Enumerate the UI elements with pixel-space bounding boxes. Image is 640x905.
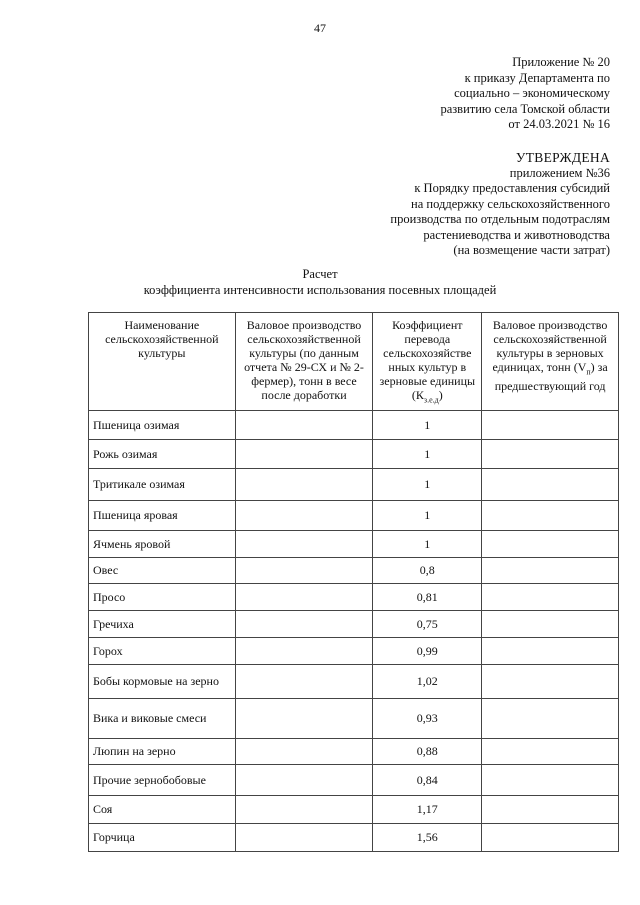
approved-title: УТВЕРЖДЕНА: [515, 150, 610, 165]
table-row: [89, 739, 619, 765]
crop-name-cell: Горчица: [89, 824, 236, 852]
gross-production-cell[interactable]: [235, 765, 373, 796]
gross-production-cell[interactable]: [235, 611, 373, 638]
coefficient-cell: 0,8: [373, 558, 482, 584]
crop-name-cell: Горох: [89, 638, 236, 665]
grain-units-cell[interactable]: [482, 558, 619, 584]
crop-name-cell: Тритикале озимая: [89, 469, 236, 501]
crop-name-cell: Ячмень яровой: [89, 531, 236, 558]
grain-units-cell[interactable]: [482, 796, 619, 824]
coefficient-cell: 0,75: [373, 611, 482, 638]
gross-production-cell[interactable]: [235, 440, 373, 469]
grain-units-cell[interactable]: [482, 469, 619, 501]
gross-production-cell[interactable]: [235, 824, 373, 852]
crop-name-cell: Пшеница яровая: [89, 501, 236, 531]
table-row: [89, 411, 619, 440]
crop-name-cell: Рожь озимая: [89, 440, 236, 469]
appendix-header: [440, 55, 610, 133]
gross-production-cell[interactable]: [235, 638, 373, 665]
gross-production-cell[interactable]: [235, 699, 373, 739]
gross-production-cell[interactable]: [235, 411, 373, 440]
coefficient-cell: 1,02: [373, 665, 482, 699]
gross-production-cell[interactable]: [235, 501, 373, 531]
coefficient-cell: 0,99: [373, 638, 482, 665]
approved-header: [390, 150, 610, 259]
gross-production-cell[interactable]: [235, 469, 373, 501]
gross-production-cell[interactable]: [235, 558, 373, 584]
table-row: [89, 440, 619, 469]
grain-units-cell[interactable]: [482, 440, 619, 469]
header-grain-subscript: п: [586, 367, 591, 377]
crop-name-cell: Прочие зернобобовые: [89, 765, 236, 796]
crop-name-cell: Вика и виковые смеси: [89, 699, 236, 739]
grain-units-cell[interactable]: [482, 611, 619, 638]
grain-units-cell[interactable]: [482, 411, 619, 440]
coefficient-cell: 1,17: [373, 796, 482, 824]
header-grain-text: Валовое производство сельскохозяйственной культуры в зерновых единицах, тонн (V: [492, 318, 608, 374]
coefficient-cell: 0,84: [373, 765, 482, 796]
table-row: [89, 584, 619, 611]
grain-units-cell[interactable]: [482, 739, 619, 765]
appendix-line: развитию села Томской области: [440, 101, 610, 116]
grain-units-cell[interactable]: [482, 531, 619, 558]
crop-name-cell: Бобы кормовые на зерно: [89, 665, 236, 699]
gross-production-cell[interactable]: [235, 584, 373, 611]
coefficient-cell: 1: [373, 469, 482, 501]
grain-units-cell[interactable]: [482, 665, 619, 699]
gross-production-cell[interactable]: [235, 665, 373, 699]
coefficient-cell: 0,93: [373, 699, 482, 739]
table-body: [89, 411, 619, 852]
coefficient-cell: 1: [373, 531, 482, 558]
header-coefficient: [373, 313, 482, 411]
appendix-line: к приказу Департамента по: [464, 70, 610, 85]
appendix-line: социально – экономическому: [454, 86, 610, 100]
gross-production-cell[interactable]: [235, 796, 373, 824]
crop-name-cell: Люпин на зерно: [89, 739, 236, 765]
coefficient-cell: 1: [373, 501, 482, 531]
coefficient-cell: 1,56: [373, 824, 482, 852]
appendix-line: от 24.03.2021 № 16: [508, 117, 610, 131]
coefficient-cell: 1: [373, 411, 482, 440]
crop-name-cell: Гречиха: [89, 611, 236, 638]
table-row: [89, 611, 619, 638]
crop-name-cell: Соя: [89, 796, 236, 824]
appendix-line: Приложение № 20: [512, 55, 610, 69]
table-row: [89, 665, 619, 699]
table-row: [89, 824, 619, 852]
table-row: [89, 469, 619, 501]
crop-name-cell: Просо: [89, 584, 236, 611]
table-row: [89, 531, 619, 558]
table-row: [89, 501, 619, 531]
grain-units-cell[interactable]: [482, 824, 619, 852]
approved-line: производства по отдельным подотраслям: [390, 212, 610, 226]
header-gross-production: Валовое производство сельскохозяйственной культуры (по данным отчета № 29-СХ и № 2-фермер), тонн в весе после доработки: [235, 313, 373, 411]
grain-units-cell[interactable]: [482, 501, 619, 531]
header-grain-units: [482, 313, 619, 411]
document-title-line: коэффициента интенсивности использования посевных площадей: [143, 282, 497, 297]
grain-units-cell[interactable]: [482, 638, 619, 665]
document-title-line: Расчет: [302, 267, 338, 281]
coefficient-cell: 1: [373, 440, 482, 469]
table-row: [89, 796, 619, 824]
coefficient-cell: 0,88: [373, 739, 482, 765]
header-crop-name: Наименование сельскохозяйственной культуры: [89, 313, 236, 411]
gross-production-cell[interactable]: [235, 531, 373, 558]
crop-coefficient-table: [88, 312, 619, 852]
approved-line: (на возмещение части затрат): [453, 243, 610, 257]
approved-line: приложением №36: [509, 165, 610, 180]
document-title: [0, 267, 640, 298]
crop-name-cell: Овес: [89, 558, 236, 584]
grain-units-cell[interactable]: [482, 699, 619, 739]
approved-line: растениеводства и животноводства: [423, 227, 610, 242]
header-grain-close: ) за предшествующий год: [494, 360, 608, 394]
gross-production-cell[interactable]: [235, 739, 373, 765]
table-row: [89, 638, 619, 665]
crop-name-cell: Пшеница озимая: [89, 411, 236, 440]
header-coefficient-close: ): [438, 388, 443, 402]
approved-line: к Порядку предоставления субсидий: [414, 181, 610, 195]
approved-line: на поддержку сельскохозяйственного: [411, 196, 610, 211]
table-row: [89, 699, 619, 739]
table-row: [89, 765, 619, 796]
table-row: [89, 558, 619, 584]
table-header-row: [89, 313, 619, 411]
header-coefficient-subscript: з.е.д: [423, 395, 439, 405]
grain-units-cell[interactable]: [482, 765, 619, 796]
page-number: 47: [314, 21, 326, 35]
coefficient-cell: 0,81: [373, 584, 482, 611]
header-coefficient-text: Коэффициент перевода сельскохозяйстве нных культур в зерновые единицы (К: [379, 318, 476, 402]
grain-units-cell[interactable]: [482, 584, 619, 611]
